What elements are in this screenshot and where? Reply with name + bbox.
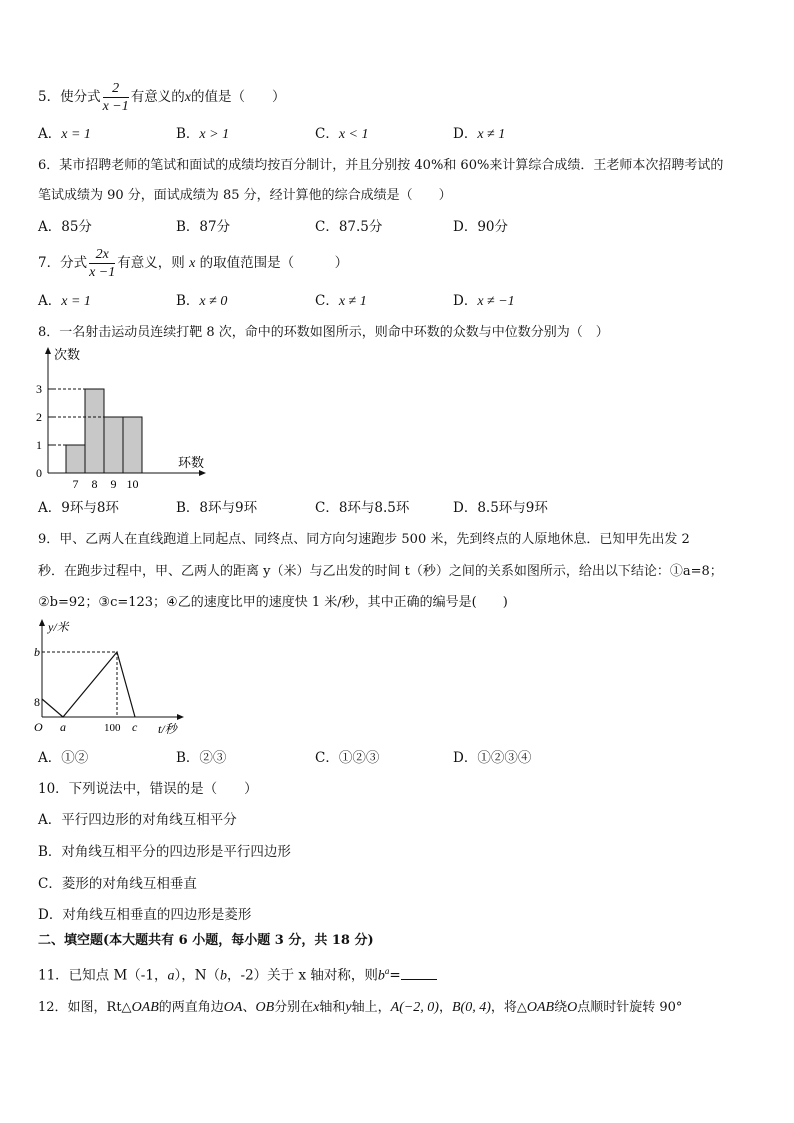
- q10-stem: 10．下列说法中，错误的是（ ）: [38, 781, 258, 797]
- y-tick-label: 1: [36, 438, 42, 452]
- q11-answer-blank[interactable]: [401, 967, 437, 980]
- x-tick-label: 8: [91, 477, 98, 491]
- q10-option-d: D．对角线互相垂直的四边形是菱形: [38, 907, 252, 923]
- q9-option-d: D．①②③④: [453, 750, 532, 766]
- q9-x-arrow: [177, 714, 184, 720]
- q5-frac-num: 2: [103, 80, 129, 98]
- q9-option-c: C．①②③: [315, 750, 380, 766]
- q8-option-d: D．8.5环与9环: [453, 500, 548, 516]
- q5-option-c: C．x < 1: [315, 126, 369, 142]
- q10-option-b: B．对角线互相平分的四边形是平行四边形: [38, 844, 291, 860]
- q10-option-a: A．平行四边形的对角线互相平分: [38, 812, 237, 828]
- y-axis-label: 次数: [54, 347, 81, 362]
- q9-8-label: 8: [34, 695, 40, 709]
- bar-10: [123, 417, 142, 473]
- q7-stem: [38, 246, 348, 281]
- q6-option-d: D．90分: [453, 219, 509, 235]
- q7-frac-den: x −1: [89, 265, 116, 280]
- q7-option-b: B．x ≠ 0: [176, 293, 228, 309]
- x-tick-label: 10: [126, 477, 139, 491]
- bar-9: [104, 417, 123, 473]
- q6-option-c: C．87.5分: [315, 219, 383, 235]
- y-tick-label: 0: [36, 466, 42, 480]
- q9-distance-line: [42, 652, 135, 717]
- q9-b-label: b: [34, 645, 40, 659]
- q6-option-b: B．87分: [176, 219, 231, 235]
- q9-origin-label: O: [34, 720, 43, 734]
- q7-post2: 的取值范围是（ ）: [199, 255, 349, 271]
- q8-stem: 8．一名射击运动员连续打靶 8 次，命中的环数如图所示，则命中环数的众数与中位数分别为（ ）: [38, 325, 609, 340]
- q5-frac-den: x −1: [102, 99, 129, 114]
- section-heading-fill-in: 二、填空题(本大题共有 6 小题，每小题 3 分，共 18 分): [38, 933, 374, 948]
- q9-line1: 9．甲、乙两人在直线跑道上同起点、同终点、同方向匀速跑步 500 米，先到终点的人原地休息．已知甲先出发 2: [38, 532, 690, 547]
- q9-a-label: a: [60, 720, 66, 734]
- q9-y-arrow: [39, 619, 45, 626]
- q8-option-a: A．9环与8环: [38, 500, 119, 516]
- y-tick-label: 2: [36, 410, 42, 424]
- q5-stem: [38, 80, 285, 115]
- q7-option-c: C．x ≠ 1: [315, 293, 367, 309]
- y-axis-arrow: [45, 347, 51, 354]
- q5-post2: 的值是（ ）: [190, 89, 286, 105]
- q6-line2: 笔试成绩为 90 分，面试成绩为 85 分，经计算他的综合成绩是（ ）: [38, 188, 452, 203]
- q7-option-d: D．x ≠ −1: [453, 293, 515, 309]
- q5-pre: 5．使分式: [38, 89, 101, 105]
- q9-x-label: t/秒: [158, 722, 177, 736]
- x-axis-label: 环数: [178, 455, 205, 470]
- q7-frac-num: 2x: [89, 246, 115, 264]
- x-tick-label: 9: [110, 477, 117, 491]
- q5-option-a: A．x = 1: [38, 126, 91, 142]
- q5-fraction: [103, 80, 129, 115]
- q7-fraction: [89, 246, 115, 281]
- q9-100-label: 100: [104, 722, 121, 734]
- q9-option-a: A．①②: [38, 750, 89, 766]
- q8-option-b: B．8环与9环: [176, 500, 258, 516]
- q5-post1: 有意义的: [130, 89, 185, 105]
- q8-bar-chart: [30, 345, 220, 495]
- q9-distance-graph: [30, 617, 190, 742]
- x-axis-arrow: [199, 470, 206, 476]
- q9-line2: 秒．在跑步过程中，甲、乙两人的距离 y（米）与乙出发的时间 t（秒）之间的关系如图所示，给出以下结论：①a=8；: [38, 564, 723, 579]
- x-tick-label: 7: [72, 477, 79, 491]
- q9-line3: ②b=92；③c=123；④乙的速度比甲的速度快 1 米/秒，其中正确的编号是( ): [38, 595, 508, 610]
- q6-line1: 6．某市招聘老师的笔试和面试的成绩均按百分制计，并且分别按 40%和 60%来计算综合成绩．王老师本次招聘考试的: [38, 158, 724, 173]
- q8-option-c: C．8环与8.5环: [315, 500, 410, 516]
- q5-option-d: D．x ≠ 1: [453, 126, 506, 142]
- q11-stem: 11．已知点 M（-1，a），N（b，-2）关于 x 轴对称，则$b^a=$: [38, 962, 437, 986]
- q9-option-b: B．②③: [176, 750, 227, 766]
- q7-post1: 有意义，则: [117, 255, 185, 271]
- q10-option-c: C．菱形的对角线互相垂直: [38, 876, 197, 892]
- q9-c-label: c: [132, 720, 138, 734]
- q7-var: x: [189, 256, 196, 271]
- q7-option-a: A．x = 1: [38, 293, 91, 309]
- bar-7: [66, 445, 85, 473]
- bar-8: [85, 389, 104, 473]
- q6-option-a: A．85分: [38, 219, 92, 235]
- q9-y-label: y/米: [48, 620, 69, 634]
- y-tick-label: 3: [36, 382, 42, 396]
- q5-option-b: B．x > 1: [176, 126, 230, 142]
- q7-pre: 7．分式: [38, 255, 88, 271]
- q5-var: x: [184, 90, 191, 105]
- q12-stem: 12．如图，Rt△OAB的两直角边OA、OB分别在x轴和y轴上，A(−2, 0)，B(0, 4)，将△OAB绕O点顺时针旋转 90°: [38, 1000, 683, 1015]
